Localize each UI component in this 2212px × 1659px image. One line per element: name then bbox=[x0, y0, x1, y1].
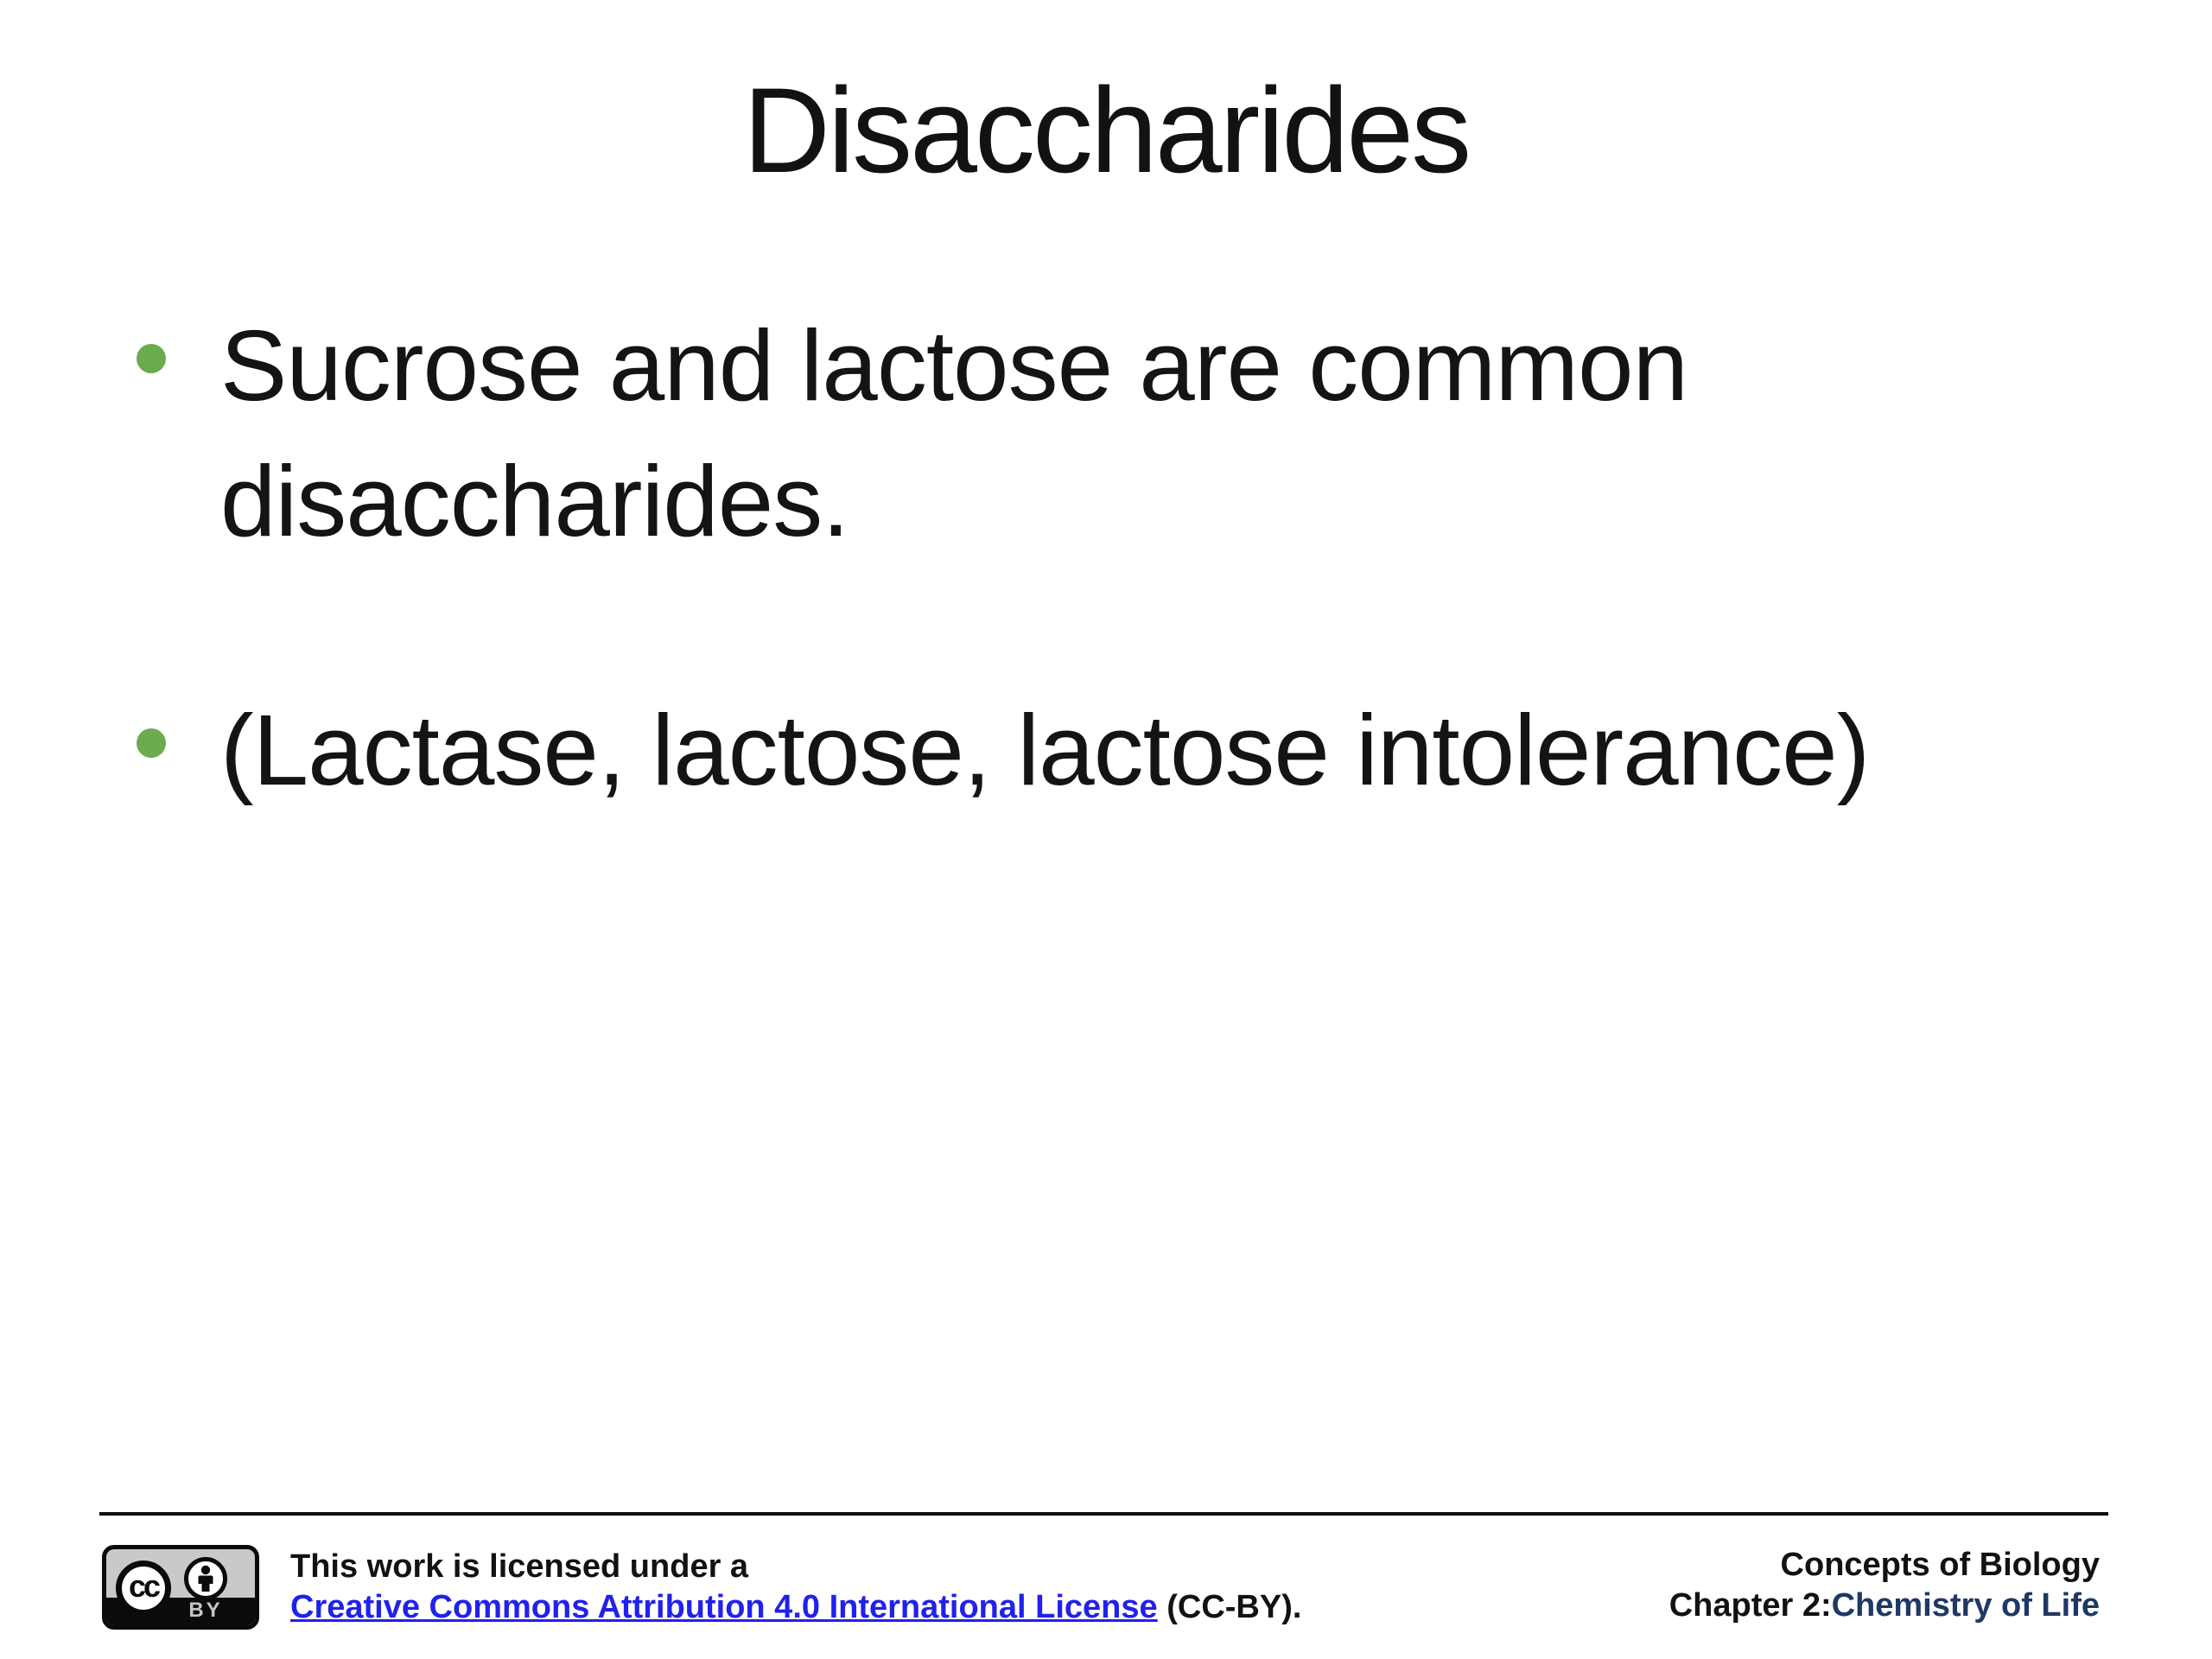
bullet-text-2 bbox=[220, 683, 1869, 818]
bullet-dot-icon bbox=[137, 728, 166, 758]
attribution-person-icon bbox=[184, 1557, 227, 1600]
chapter-title: Chemistry of Life bbox=[1831, 1587, 2100, 1624]
bullet-2-line-1: (Lactase, lactose, lactose intolerance) bbox=[220, 694, 1870, 806]
bullet-dot-icon bbox=[137, 344, 166, 373]
chapter-line bbox=[1669, 1586, 2100, 1626]
course-title: Concepts of Biology bbox=[1780, 1547, 2100, 1583]
license-text bbox=[290, 1547, 1301, 1628]
cc-license-link[interactable]: Creative Commons Attribution 4.0 International License bbox=[290, 1589, 1158, 1625]
cc-by-label: BY bbox=[188, 1599, 223, 1622]
footer-attribution-area bbox=[1669, 1545, 2100, 1626]
bullet-text-1 bbox=[220, 298, 1688, 569]
bullet-item-2 bbox=[137, 683, 1869, 818]
license-suffix: (CC-BY). bbox=[1157, 1589, 1302, 1625]
license-line-1: This work is licensed under a bbox=[290, 1548, 749, 1585]
license-line-2 bbox=[290, 1587, 1301, 1628]
cc-by-badge bbox=[102, 1545, 259, 1630]
bullet-item-1 bbox=[137, 298, 1688, 569]
footer-license-area bbox=[102, 1545, 1301, 1630]
bullet-1-line-2: disaccharides. bbox=[220, 445, 849, 557]
chapter-prefix: Chapter 2: bbox=[1669, 1587, 1832, 1624]
slide-title: Disaccharides bbox=[742, 62, 1470, 198]
cc-logo-icon: cc bbox=[116, 1560, 171, 1616]
footer-divider-line bbox=[99, 1512, 2108, 1516]
bullet-1-line-1: Sucrose and lactose are common bbox=[220, 309, 1688, 422]
